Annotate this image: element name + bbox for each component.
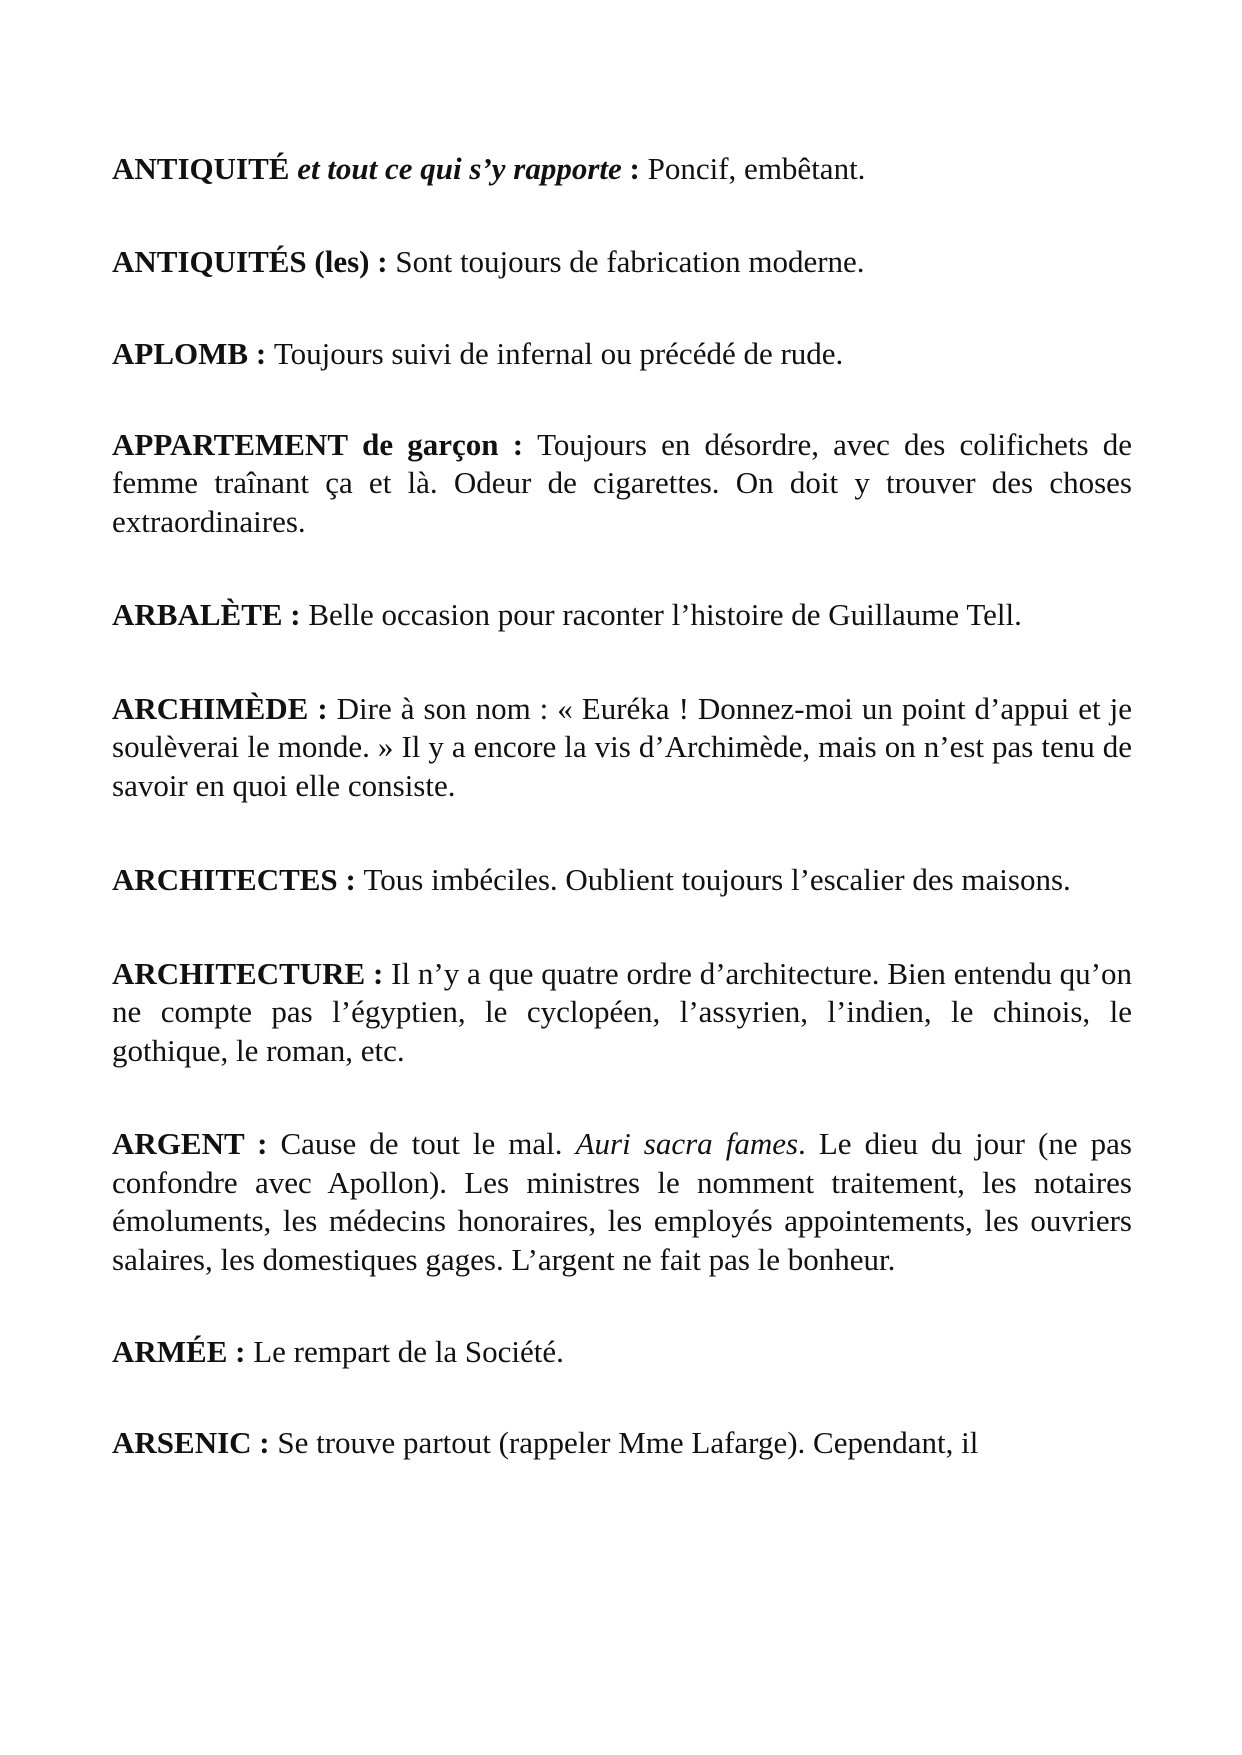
entry-separator: :: [248, 336, 274, 371]
entry-term: ARCHITECTES: [112, 862, 338, 897]
entry-term: ARMÉE: [112, 1334, 228, 1369]
entry-definition: Belle occasion pour raconter l’histoire de Guillaume Tell.: [308, 597, 1022, 632]
entry-term: ARGENT: [112, 1126, 245, 1161]
entry-antiquite: [112, 150, 1132, 189]
entry-term: APPARTEMENT: [112, 426, 348, 462]
entry-aplomb: [112, 335, 1132, 374]
entry-separator: :: [282, 597, 309, 632]
entry-antiquites: [112, 243, 1132, 282]
entry-definition-latin: Auri sacra fames: [575, 1126, 799, 1161]
entry-definition-before: Cause de tout le mal.: [280, 1126, 576, 1161]
entry-separator: :: [337, 862, 364, 897]
entry-definition: Se trouve partout (rappeler Mme Lafarge). Cependant, il: [277, 1424, 979, 1460]
entry-separator: :: [621, 151, 648, 186]
entry-separator: :: [251, 1424, 278, 1460]
entry-arsenic: [112, 1424, 1132, 1463]
entry-definition: Tous imbéciles. Oublient toujours l’escalier des maisons.: [363, 862, 1071, 897]
entry-separator: :: [369, 243, 396, 279]
entry-separator: :: [365, 955, 392, 991]
entry-argent: [112, 1125, 1132, 1279]
entry-term: ARCHITECTURE: [112, 955, 366, 991]
entry-definition: Toujours suivi de infernal ou précédé de rude.: [273, 336, 844, 371]
entry-armee: [112, 1333, 1132, 1372]
entry-definition: Toujours en désordre, avec des colifichets de femme traînant ça et là. Odeur de cigarettes. On doit y trouver des choses extraordinaires.: [112, 426, 1132, 539]
entry-qualifier: et tout ce qui s’y rapporte: [297, 151, 622, 186]
entry-separator: :: [308, 690, 337, 726]
entry-term: APLOMB: [112, 336, 249, 371]
entry-arbalete: [112, 596, 1132, 635]
entry-definition: Il n’y a que quatre ordre d’architecture. Bien entendu qu’on ne compte pas l’égyptien, le cyclopéen, l’assyrien, l’indien, le chinois, le gothique, le roman, etc.: [112, 955, 1132, 1068]
entry-term: ANTIQUITÉ: [112, 151, 290, 186]
entry-architecture: [112, 955, 1132, 1071]
entry-definition: Dire à son nom : « Euréka ! Donnez-moi un point d’appui et je soulèverai le monde. » Il y a encore la vis d’Archimède, mais on n’est pas tenu de savoir en quoi elle consiste.: [112, 690, 1132, 803]
entry-term: ANTIQUITÉS (les): [112, 243, 370, 279]
entry-separator: :: [244, 1126, 281, 1161]
entry-qualifier: de garçon: [362, 426, 499, 462]
entry-appartement: [112, 426, 1132, 542]
entry-separator: :: [227, 1334, 254, 1369]
entry-separator: :: [498, 426, 538, 462]
entry-term: ARBALÈTE: [112, 597, 283, 632]
entry-term: ARCHIMÈDE: [112, 690, 309, 726]
entry-architectes: [112, 861, 1132, 900]
entry-definition-after: . Le dieu du jour (ne pas confondre avec Apollon). Les ministres le nomment traitement, les notaires émoluments, les médecins honoraires, les employés appointements, les ouvriers salaires, les domestiques gages. L’argent ne fait pas le bonheur.: [112, 1126, 1132, 1277]
document-page: [112, 150, 1132, 1512]
entry-definition: Sont toujours de fabrication moderne.: [395, 243, 865, 279]
entry-definition: Le rempart de la Société.: [253, 1334, 564, 1369]
entry-definition: Poncif, embêtant.: [647, 151, 866, 186]
entry-term: ARSENIC: [112, 1424, 252, 1460]
entry-archimede: [112, 690, 1132, 806]
